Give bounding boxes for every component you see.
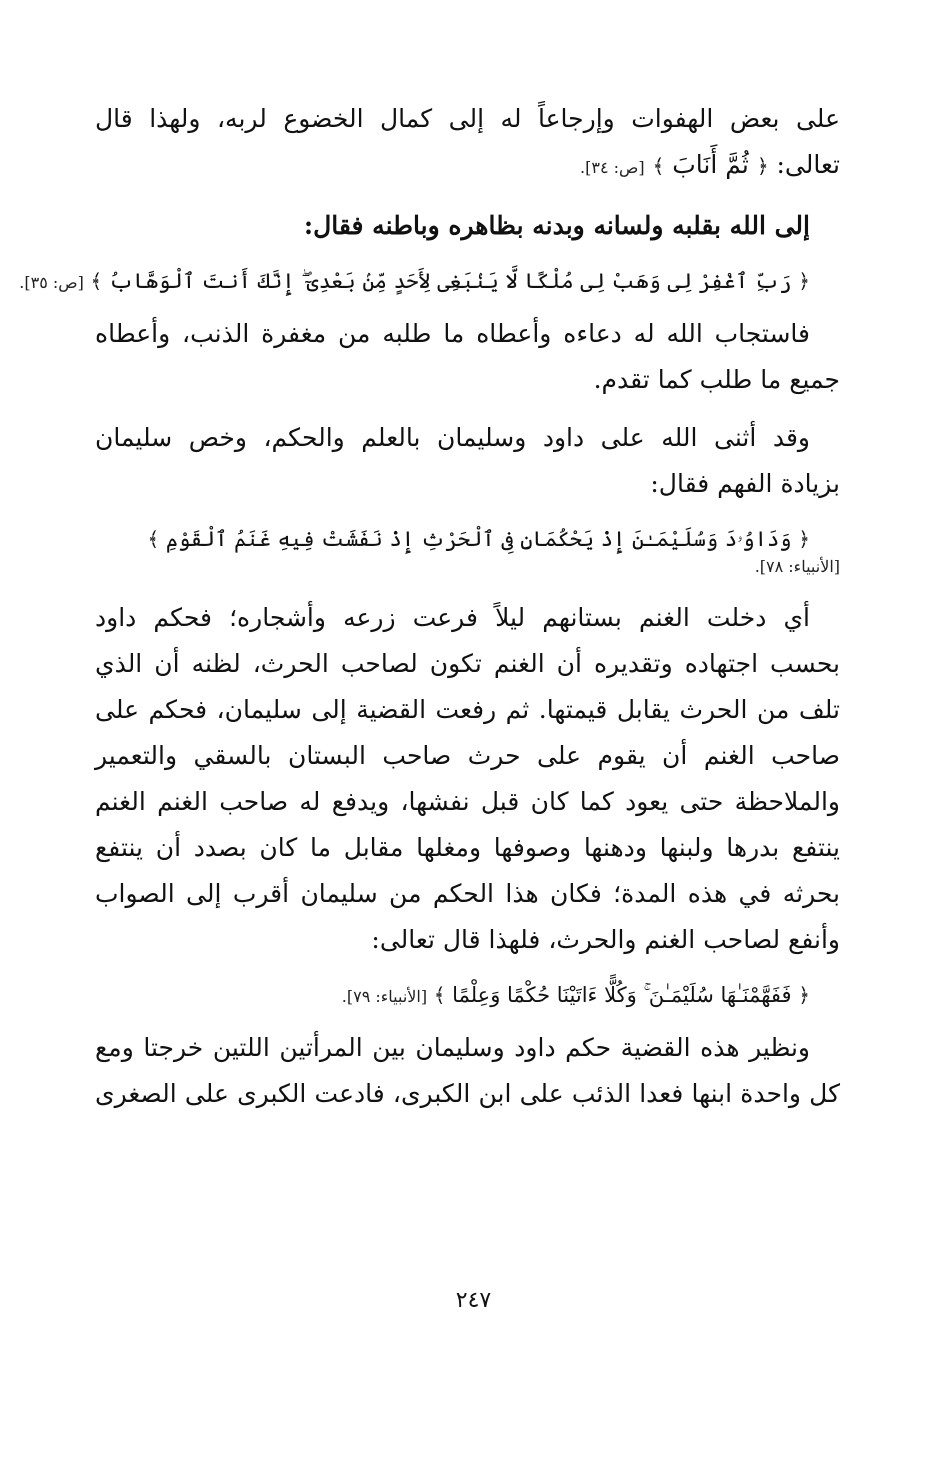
paragraph-2-line-1: إلى الله بقلبه ولسانه وبدنه بظاهره وباطنه فقال: [303, 211, 810, 240]
inline-verse: ثُمَّ أَنَابَ [672, 150, 749, 179]
paragraph-1 [95, 96, 840, 191]
verse-close-bracket: ﴾ [147, 527, 160, 551]
verse-text: فَفَهَّمْنَـٰهَا سُلَيْمَـٰنَ ۚ وَكُلًّا ءَاتَيْنَا حُكْمًا وَعِلْمًا [452, 983, 792, 1007]
paragraph-5-line-2: بحسب اجتهاده وتقديره أن الغنم تكون لصاحب الحرث، لظنه أن الذي [95, 649, 840, 678]
verse-close-bracket: ﴾ [433, 983, 446, 1007]
verse-text: وَدَاوُۥدَ وَسُلَيْمَـٰنَ إِذْ يَحْكُمَانِ فِى ٱلْحَرْثِ إِذْ نَفَشَتْ فِيهِ غَنَمُ ٱلْقَوْمِ [165, 527, 792, 551]
paragraph-6 [95, 1025, 840, 1117]
verse-open-bracket: ﴿ [798, 983, 810, 1007]
paragraph-1-line-2-text: تعالى: [776, 150, 840, 179]
paragraph-5-line-7: بحرثه في هذه المدة؛ فكان هذا الحكم من سليمان أقرب إلى الصواب [95, 879, 840, 908]
verse-close-bracket: ﴾ [90, 269, 103, 293]
paragraph-5-line-3: تلف من الحرث يقابل قيمتها. ثم رفعت القضية إلى سليمان، فحكم على [95, 695, 840, 724]
verse-open-bracket: ﴿ [798, 269, 810, 293]
paragraph-4-line-1: وقد أثنى الله على داود وسليمان بالعلم والحكم، وخص سليمان [95, 423, 810, 452]
verse-block-1 [19, 261, 840, 303]
verse-block-2 [95, 519, 840, 559]
verse-close-bracket: ﴾ [652, 154, 665, 178]
paragraph-6-line-1: ونظير هذه القضية حكم داود وسليمان بين المرأتين اللتين خرجتا ومع [95, 1033, 810, 1062]
inline-verse-reference: [ص: ٣٤]. [580, 158, 645, 177]
paragraph-3-line-2: جميع ما طلب كما تقدم. [593, 365, 840, 394]
paragraph-1-line-1: على بعض الهفوات وإرجاعاً له إلى كمال الخضوع لربه، ولهذا قال [95, 104, 840, 133]
paragraph-5-line-5: والملاحظة حتى يعود كما كان قبل نفشها، ويدفع له صاحب الغنم الغنم [95, 787, 840, 816]
verse-reference: [ص: ٣٥]. [19, 273, 84, 292]
paragraph-3 [95, 311, 840, 403]
paragraph-5-line-1: أي دخلت الغنم بستانهم ليلاً فرعت زرعه وأشجاره؛ فحكم داود [95, 603, 810, 632]
verse-reference: [الأنبياء: ٧٩]. [341, 987, 428, 1006]
paragraph-5-line-8: وأنفع لصاحب الغنم والحرث، فلهذا قال تعالى: [371, 925, 840, 954]
paragraph-3-line-1: فاستجاب الله له دعاءه وأعطاه ما طلبه من مغفرة الذنب، وأعطاه [95, 319, 810, 348]
verse-block-3 [95, 975, 840, 1017]
page-body [19, 96, 840, 1129]
paragraph-1-line-2 [95, 142, 840, 191]
verse-reference: [الأنبياء: ٧٨]. [754, 557, 840, 576]
paragraph-6-line-2: كل واحدة ابنها فعدا الذئب على ابن الكبرى، فادعت الكبرى على الصغرى [95, 1079, 840, 1108]
paragraph-5 [95, 595, 840, 963]
verse-open-bracket: ﴿ [798, 527, 810, 551]
paragraph-2 [95, 203, 840, 249]
paragraph-4-line-2: بزيادة الفهم فقال: [650, 469, 840, 498]
paragraph-5-line-4: صاحب الغنم أن يقوم على حرث صاحب البستان بالسقي والتعمير [95, 741, 840, 770]
page-number: ٢٤٧ [455, 1288, 492, 1313]
paragraph-4 [95, 415, 840, 507]
verse-open-bracket: ﴿ [756, 154, 769, 178]
verse-text: رَبِّ ٱغْفِرْ لِى وَهَبْ لِى مُلْكًا لَّا يَنۢبَغِى لِأَحَدٍ مِّنۢ بَعْدِىٓ ۖ إِنَّكَ أَنتَ ٱلْوَهَّابُ [108, 269, 792, 293]
paragraph-5-line-6: ينتفع بدرها ولبنها ودهنها وصوفها ومغلها مقابل ما كان بصدد أن ينتفع [95, 833, 840, 862]
